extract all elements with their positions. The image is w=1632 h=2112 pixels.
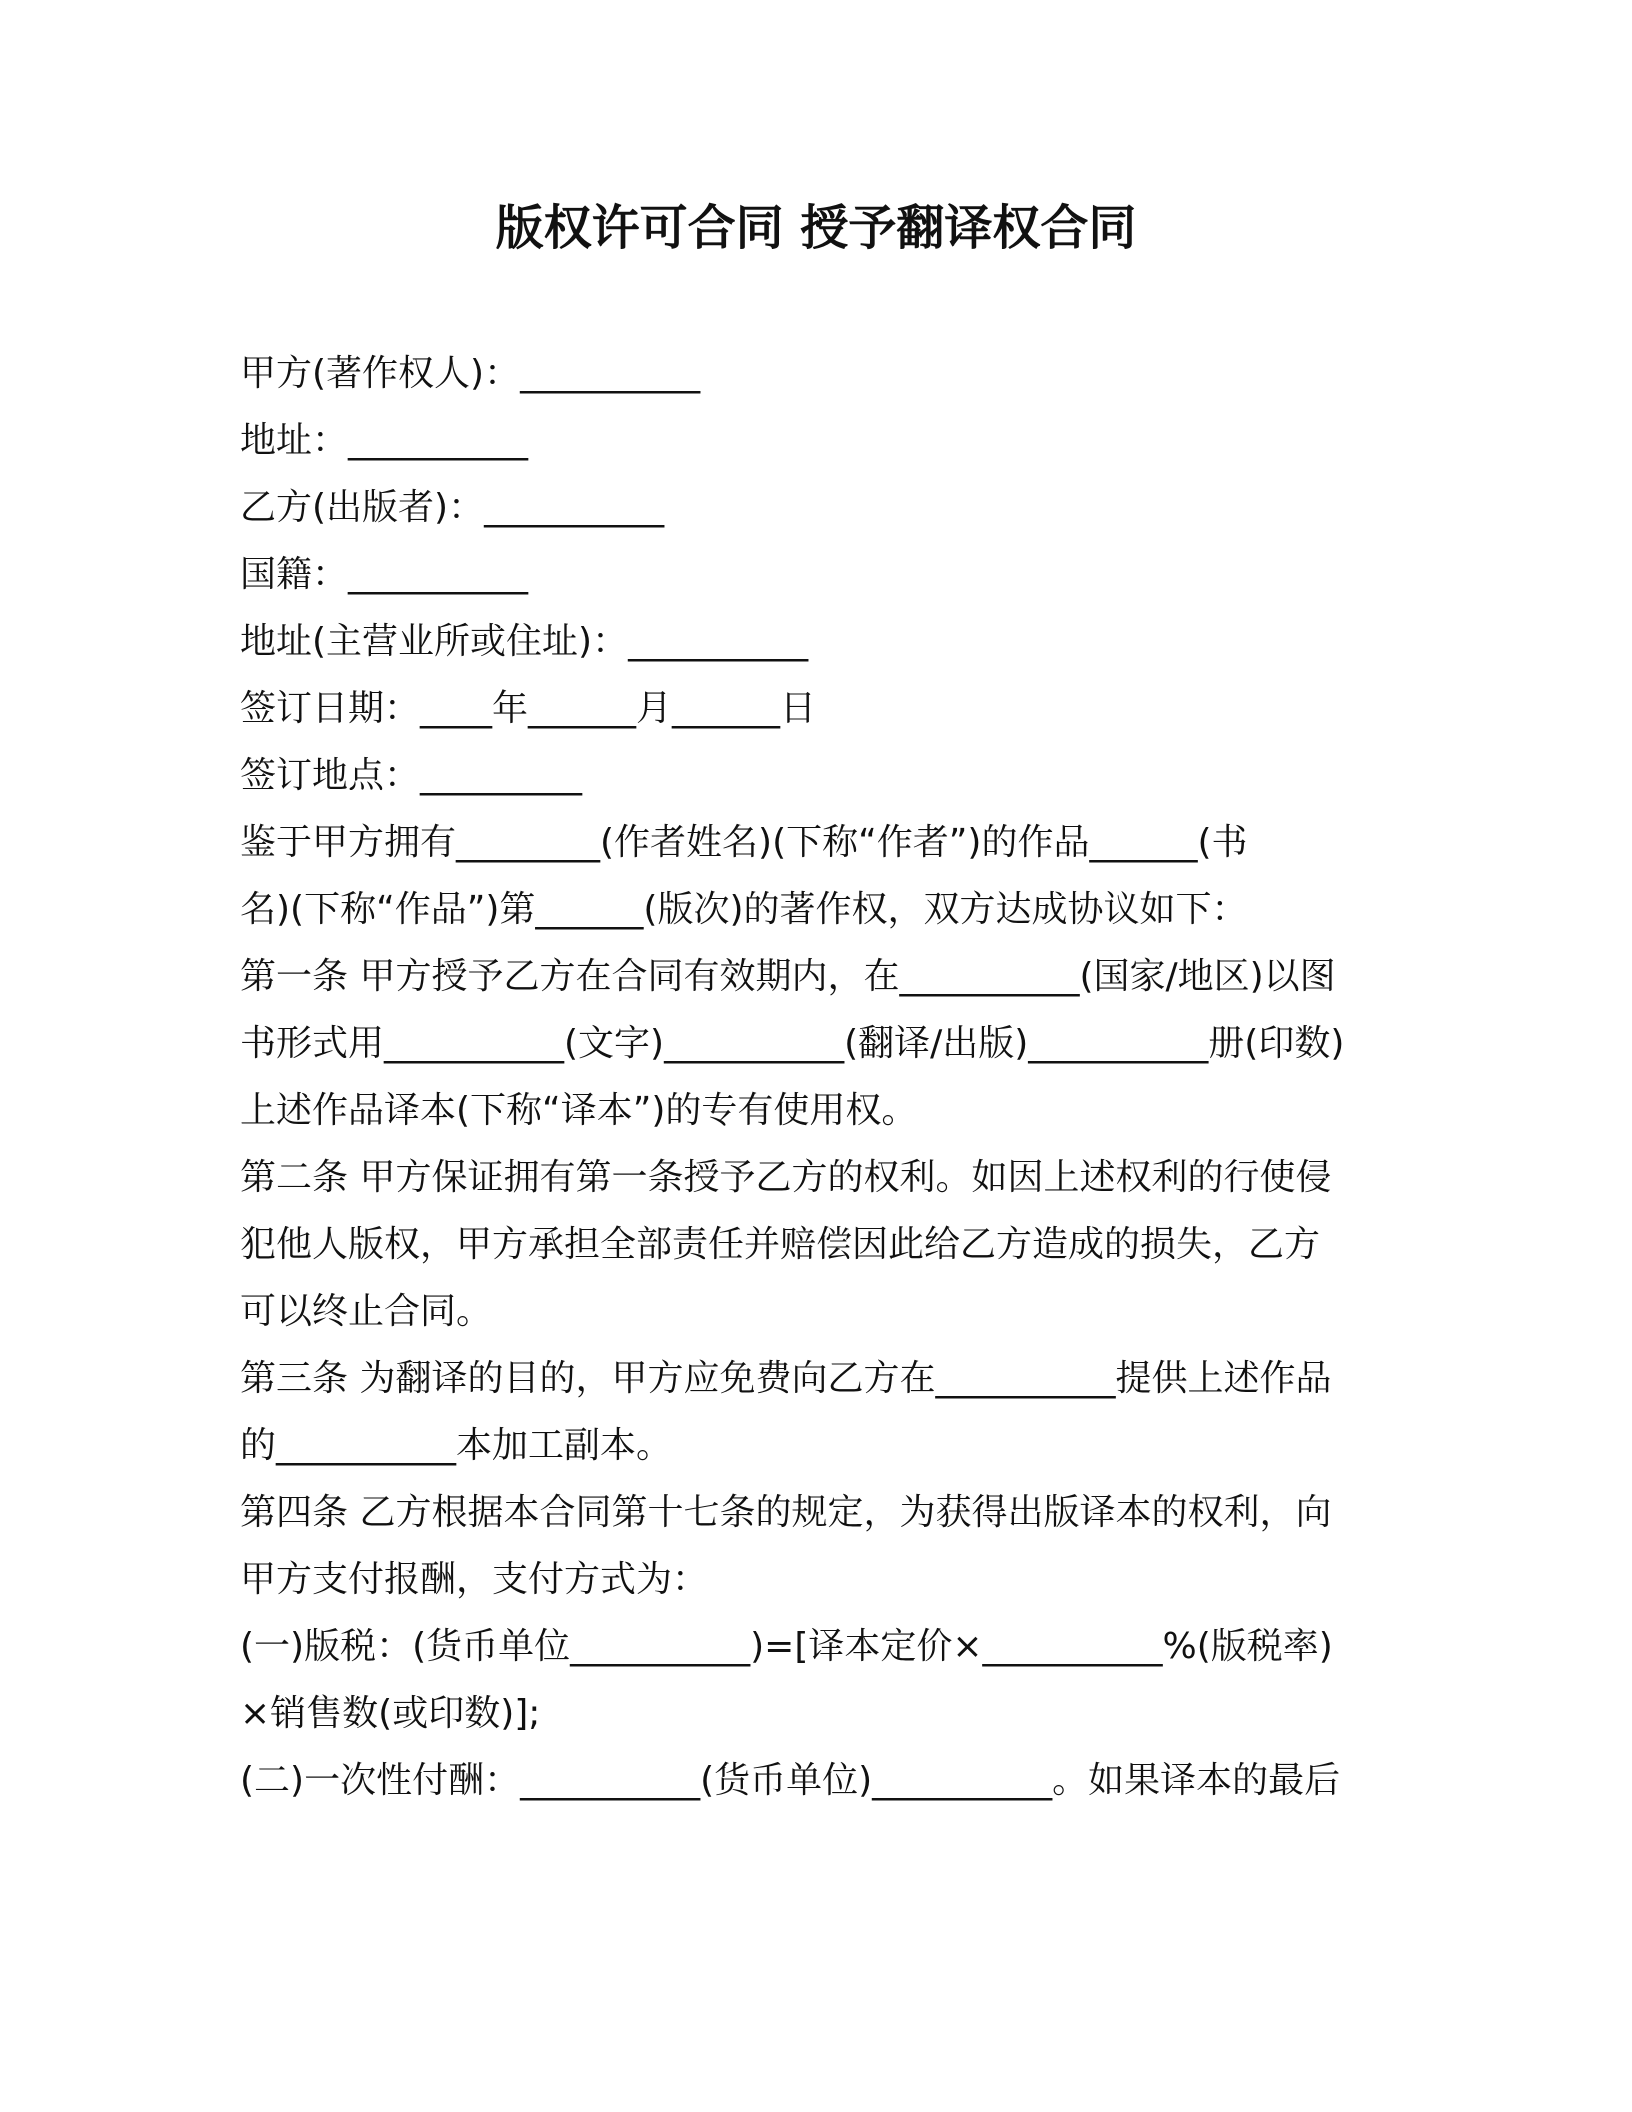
article-1-line-3: 上述作品译本(下称“译本”)的专有使用权。	[240, 1090, 918, 1131]
article-3-line-2: 的__________本加工副本。	[240, 1425, 673, 1466]
article-2-line-3: 可以终止合同。	[240, 1291, 493, 1332]
lump-sum-line: (二)一次性付酬：__________(货币单位)__________。如果译本的最后	[240, 1760, 1341, 1801]
party-b-address-line: 地址(主营业所或住址)：__________	[240, 621, 809, 662]
party-a-address-line: 地址：__________	[240, 420, 529, 461]
party-a-line: 甲方(著作权人)：__________	[240, 353, 701, 394]
signing-date-line: 签订日期：____年______月______日	[240, 688, 817, 729]
royalty-line-2: ×销售数(或印数)];	[240, 1693, 541, 1734]
article-2-line-1: 第二条 甲方保证拥有第一条授予乙方的权利。如因上述权利的行使侵	[240, 1157, 1332, 1198]
preamble-line-2: 名)(下称“作品”)第______(版次)的著作权，双方达成协议如下：	[240, 889, 1248, 930]
article-4-line-2: 甲方支付报酬，支付方式为：	[240, 1559, 709, 1600]
article-2-line-2: 犯他人版权，甲方承担全部责任并赔偿因此给乙方造成的损失，乙方	[240, 1224, 1321, 1265]
article-3-line-1: 第三条 为翻译的目的，甲方应免费向乙方在__________提供上述作品	[240, 1358, 1332, 1399]
article-4-line-1: 第四条 乙方根据本合同第十七条的规定，为获得出版译本的权利，向	[240, 1492, 1332, 1533]
document-title: 版权许可合同 授予翻译权合同	[495, 200, 1137, 256]
contract-body	[240, 340, 1390, 1814]
preamble-line-1: 鉴于甲方拥有________(作者姓名)(下称“作者”)的作品______(书	[240, 822, 1248, 863]
article-1-line-1: 第一条 甲方授予乙方在合同有效期内，在__________(国家/地区)以图	[240, 956, 1336, 997]
article-1-line-2: 书形式用__________(文字)__________(翻译/出版)__________册(印数)	[240, 1023, 1345, 1064]
nationality-line: 国籍：__________	[240, 554, 529, 595]
party-b-line: 乙方(出版者)：__________	[240, 487, 665, 528]
signing-place-line: 签订地点：_________	[240, 755, 583, 796]
royalty-line-1: (一)版税：(货币单位__________)=[译本定价×__________%(版税率)	[240, 1626, 1333, 1667]
